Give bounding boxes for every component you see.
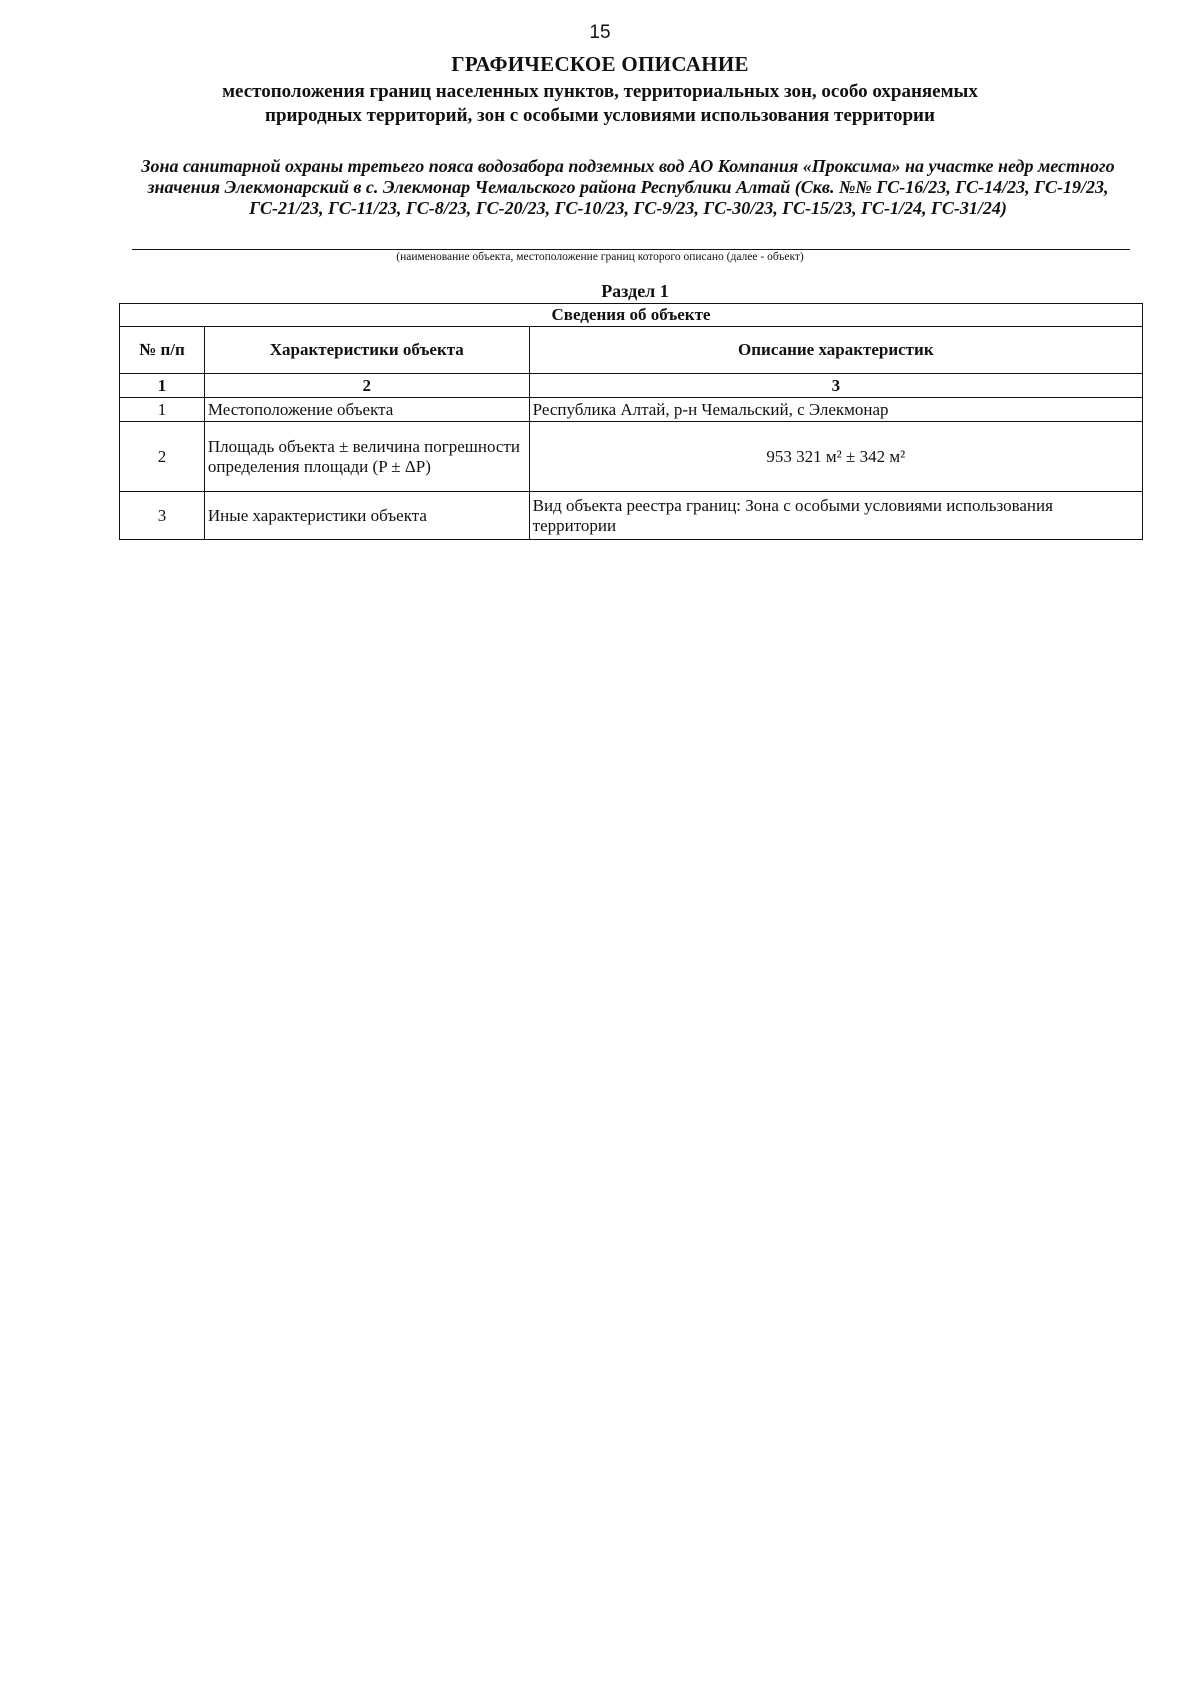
row-description: 953 321 м² ± 342 м² xyxy=(529,422,1142,492)
table-row xyxy=(120,492,1143,540)
column-number-2: 2 xyxy=(204,374,529,398)
object-info-table xyxy=(119,303,1143,540)
row-number: 1 xyxy=(120,398,205,422)
section-title: Раздел 1 xyxy=(601,281,669,301)
table-row xyxy=(120,398,1143,422)
column-number-3: 3 xyxy=(529,374,1142,398)
column-number-1: 1 xyxy=(120,374,205,398)
object-name-caption: (наименование объекта, местоположение границ которого описано (далее - объект) xyxy=(396,251,804,263)
row-description: Республика Алтай, р-н Чемальский, с Элекмонар xyxy=(529,398,1142,422)
underline-divider xyxy=(132,249,1130,250)
document-title: ГРАФИЧЕСКОЕ ОПИСАНИЕ xyxy=(451,52,749,76)
row-characteristic: Площадь объекта ± величина погрешности определения площади (P ± ΔP) xyxy=(204,422,529,492)
column-header-description: Описание характеристик xyxy=(529,327,1142,374)
row-characteristic: Иные характеристики объекта xyxy=(204,492,529,540)
page-number: 15 xyxy=(589,22,611,43)
row-number: 3 xyxy=(120,492,205,540)
column-header-characteristic: Характеристики объекта xyxy=(204,327,529,374)
table-row xyxy=(120,422,1143,492)
column-header-number: № п/п xyxy=(120,327,205,374)
row-number: 2 xyxy=(120,422,205,492)
object-name: Зона санитарной охраны третьего пояса водозабора подземных вод АО Компания «Проксима» на участке недр местного значения Элекмонарский в с. Элекмонар Чемальского района Республики Алтай (Скв. №№ ГС-16/23, ГС-14/23, ГС-19/23, ГС-21/23, ГС-11/23, ГС-8/23, ГС-20/23, ГС-10/23, ГС-9/23, ГС-30/23, ГС-15/23, ГС-1/24, ГС-31/24) xyxy=(141,156,1115,218)
row-description: Вид объекта реестра границ: Зона с особыми условиями использования территории xyxy=(529,492,1142,540)
row-characteristic: Местоположение объекта xyxy=(204,398,529,422)
table-title: Сведения об объекте xyxy=(120,304,1143,327)
document-subtitle: местоположения границ населенных пунктов, территориальных зон, особо охраняемых природных территорий, зон с особыми условиями использования территории xyxy=(222,81,978,126)
